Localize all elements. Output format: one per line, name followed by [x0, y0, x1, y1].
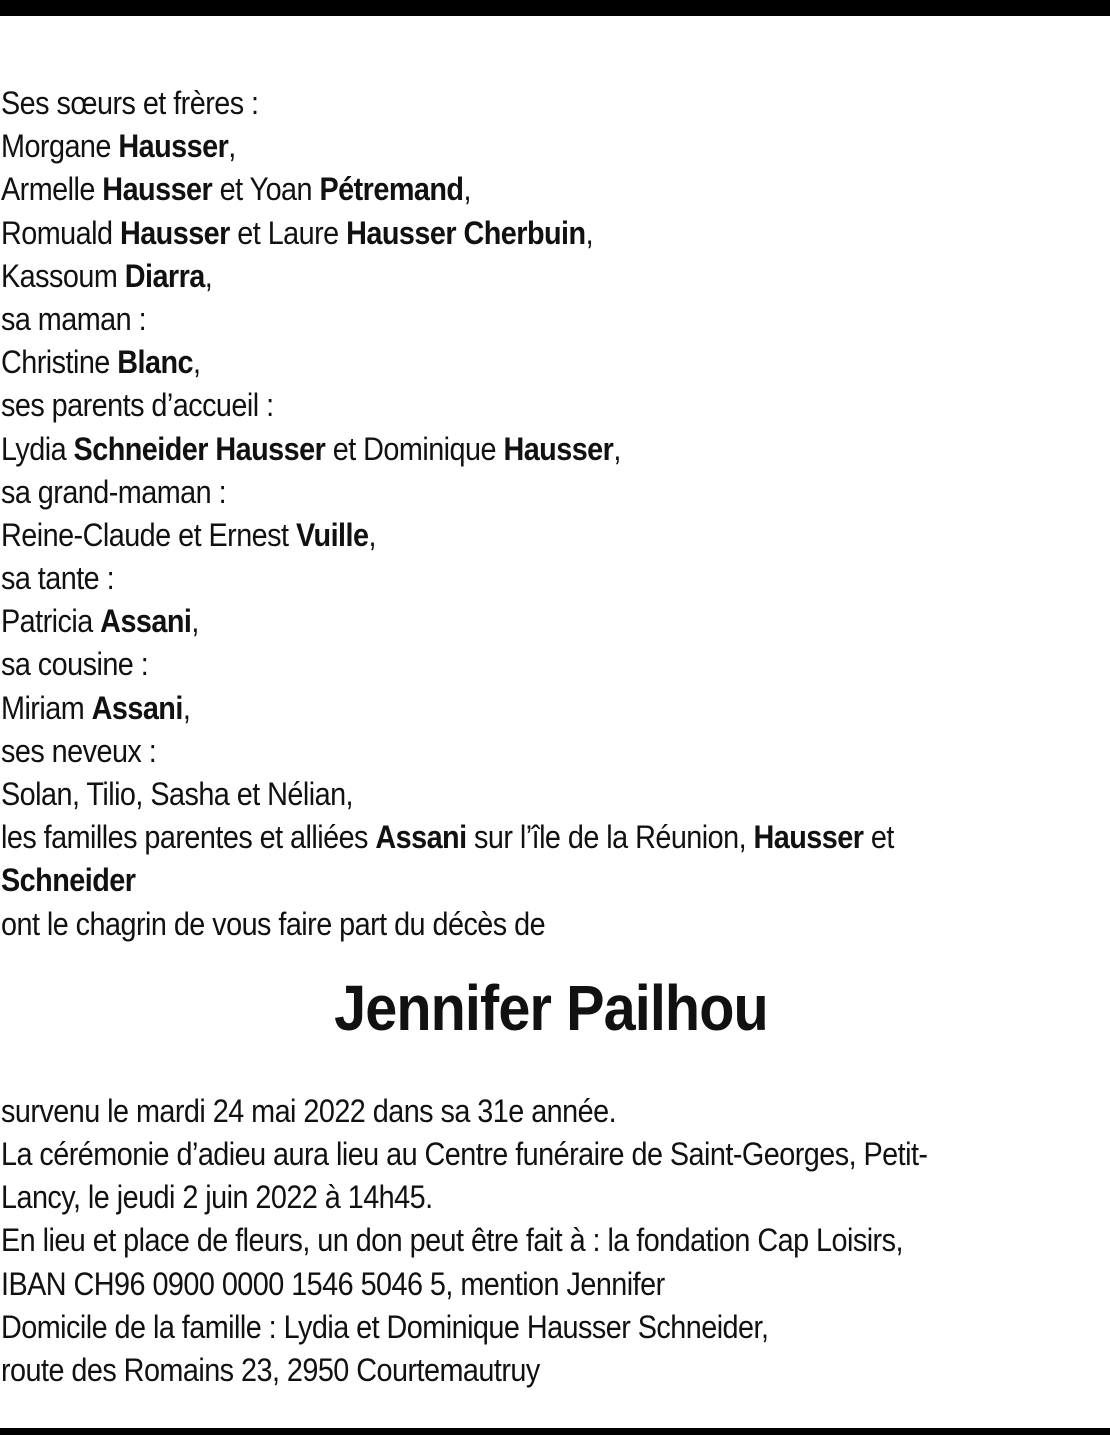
family-line: [1, 471, 991, 514]
family-line: [1, 428, 991, 471]
surname-text: Assani: [375, 819, 467, 856]
details-line: route des Romains 23, 2950 Courtemautruy: [1, 1351, 540, 1388]
line-text: sur l’île de la Réunion,: [466, 819, 754, 856]
line-text: les familles parentes et alliées: [1, 819, 376, 856]
family-line: [1, 687, 991, 730]
line-text: Ses sœurs et frères :: [1, 85, 259, 121]
line-text: et Yoan: [212, 171, 320, 208]
line-text: sa maman :: [1, 300, 147, 337]
obituary-notice: [1, 82, 1101, 1392]
family-line: [1, 341, 991, 384]
top-rule: [0, 0, 1110, 16]
line-text: ,: [182, 689, 191, 726]
line-text: Armelle: [1, 171, 103, 208]
surname-text: Hausser: [119, 214, 230, 251]
surname-text: Blanc: [117, 344, 193, 381]
line-text: ,: [613, 430, 621, 467]
line-text: Lydia: [1, 430, 74, 467]
line-text: Miriam: [1, 689, 92, 726]
line-text: Christine: [1, 344, 118, 381]
deceased-name-block: [1, 946, 1101, 1090]
line-text: Romuald: [1, 214, 120, 251]
line-text: et Laure: [229, 214, 347, 251]
surname-text: Assani: [91, 689, 183, 726]
line-text: ,: [228, 128, 236, 165]
family-line: [1, 773, 991, 816]
line-text: Patricia: [1, 603, 101, 640]
line-text: sa cousine :: [1, 646, 149, 683]
family-line: [1, 82, 991, 125]
details-line: En lieu et place de fleurs, un don peut être fait à : la fondation Cap Loisirs,: [1, 1222, 903, 1259]
line-text: ses neveux :: [1, 732, 157, 769]
family-line: [1, 859, 991, 902]
line-text: ,: [585, 214, 594, 251]
family-line: [1, 125, 991, 168]
line-text: ,: [463, 171, 471, 208]
line-text: sa tante :: [1, 560, 115, 597]
line-text: ont le chagrin de vous faire part du décès de: [1, 905, 546, 942]
family-line: [1, 255, 991, 298]
surname-text: Vuille: [295, 516, 369, 553]
surname-text: Pétremand: [319, 171, 464, 208]
details-line: La cérémonie d’adieu aura lieu au Centre funéraire de Saint-Georges, Petit-: [1, 1135, 928, 1172]
family-line: [1, 384, 991, 427]
line-text: ,: [192, 344, 201, 381]
surname-text: Diarra: [124, 257, 205, 294]
family-announcement: [1, 82, 1101, 946]
line-text: et Dominique: [325, 430, 504, 467]
ceremony-details: [1, 1090, 1101, 1392]
line-text: sa grand-maman :: [1, 473, 227, 510]
surname-text: Assani: [100, 603, 192, 640]
surname-text: Hausser Cherbuin: [346, 214, 586, 251]
family-line: [1, 168, 991, 211]
details-line: Domicile de la famille : Lydia et Dominique Hausser Schneider,: [1, 1308, 769, 1345]
line-text: ,: [191, 603, 199, 640]
family-line: [1, 212, 991, 255]
details-line: Lancy, le jeudi 2 juin 2022 à 14h45.: [1, 1179, 433, 1216]
surname-text: Hausser: [102, 171, 213, 208]
line-text: Reine-Claude et Ernest: [1, 516, 296, 553]
details-line: survenu le mardi 24 mai 2022 dans sa 31e année.: [1, 1092, 617, 1129]
family-line: [1, 298, 991, 341]
family-line: [1, 816, 991, 859]
bottom-rule: [0, 1428, 1110, 1435]
surname-text: Schneider Hausser: [73, 430, 326, 467]
family-line: [1, 730, 991, 773]
details-line: IBAN CH96 0900 0000 1546 5046 5, mention Jennifer: [1, 1265, 665, 1302]
deceased-name: Jennifer Pailhou: [334, 971, 768, 1044]
line-text: Kassoum: [1, 257, 125, 294]
surname-text: Schneider: [1, 862, 136, 899]
family-line: [1, 903, 991, 946]
family-line: [1, 514, 991, 557]
line-text: ,: [368, 516, 376, 553]
line-text: et: [863, 819, 894, 856]
line-text: ses parents d’accueil :: [1, 387, 274, 424]
line-text: ,: [204, 257, 213, 294]
surname-text: Hausser: [753, 819, 864, 856]
surname-text: Hausser: [503, 430, 614, 467]
surname-text: Hausser: [118, 128, 229, 165]
family-line: [1, 643, 991, 686]
family-line: [1, 557, 991, 600]
line-text: Morgane: [1, 128, 119, 165]
family-line: [1, 600, 991, 643]
line-text: Solan, Tilio, Sasha et Nélian,: [1, 776, 354, 812]
